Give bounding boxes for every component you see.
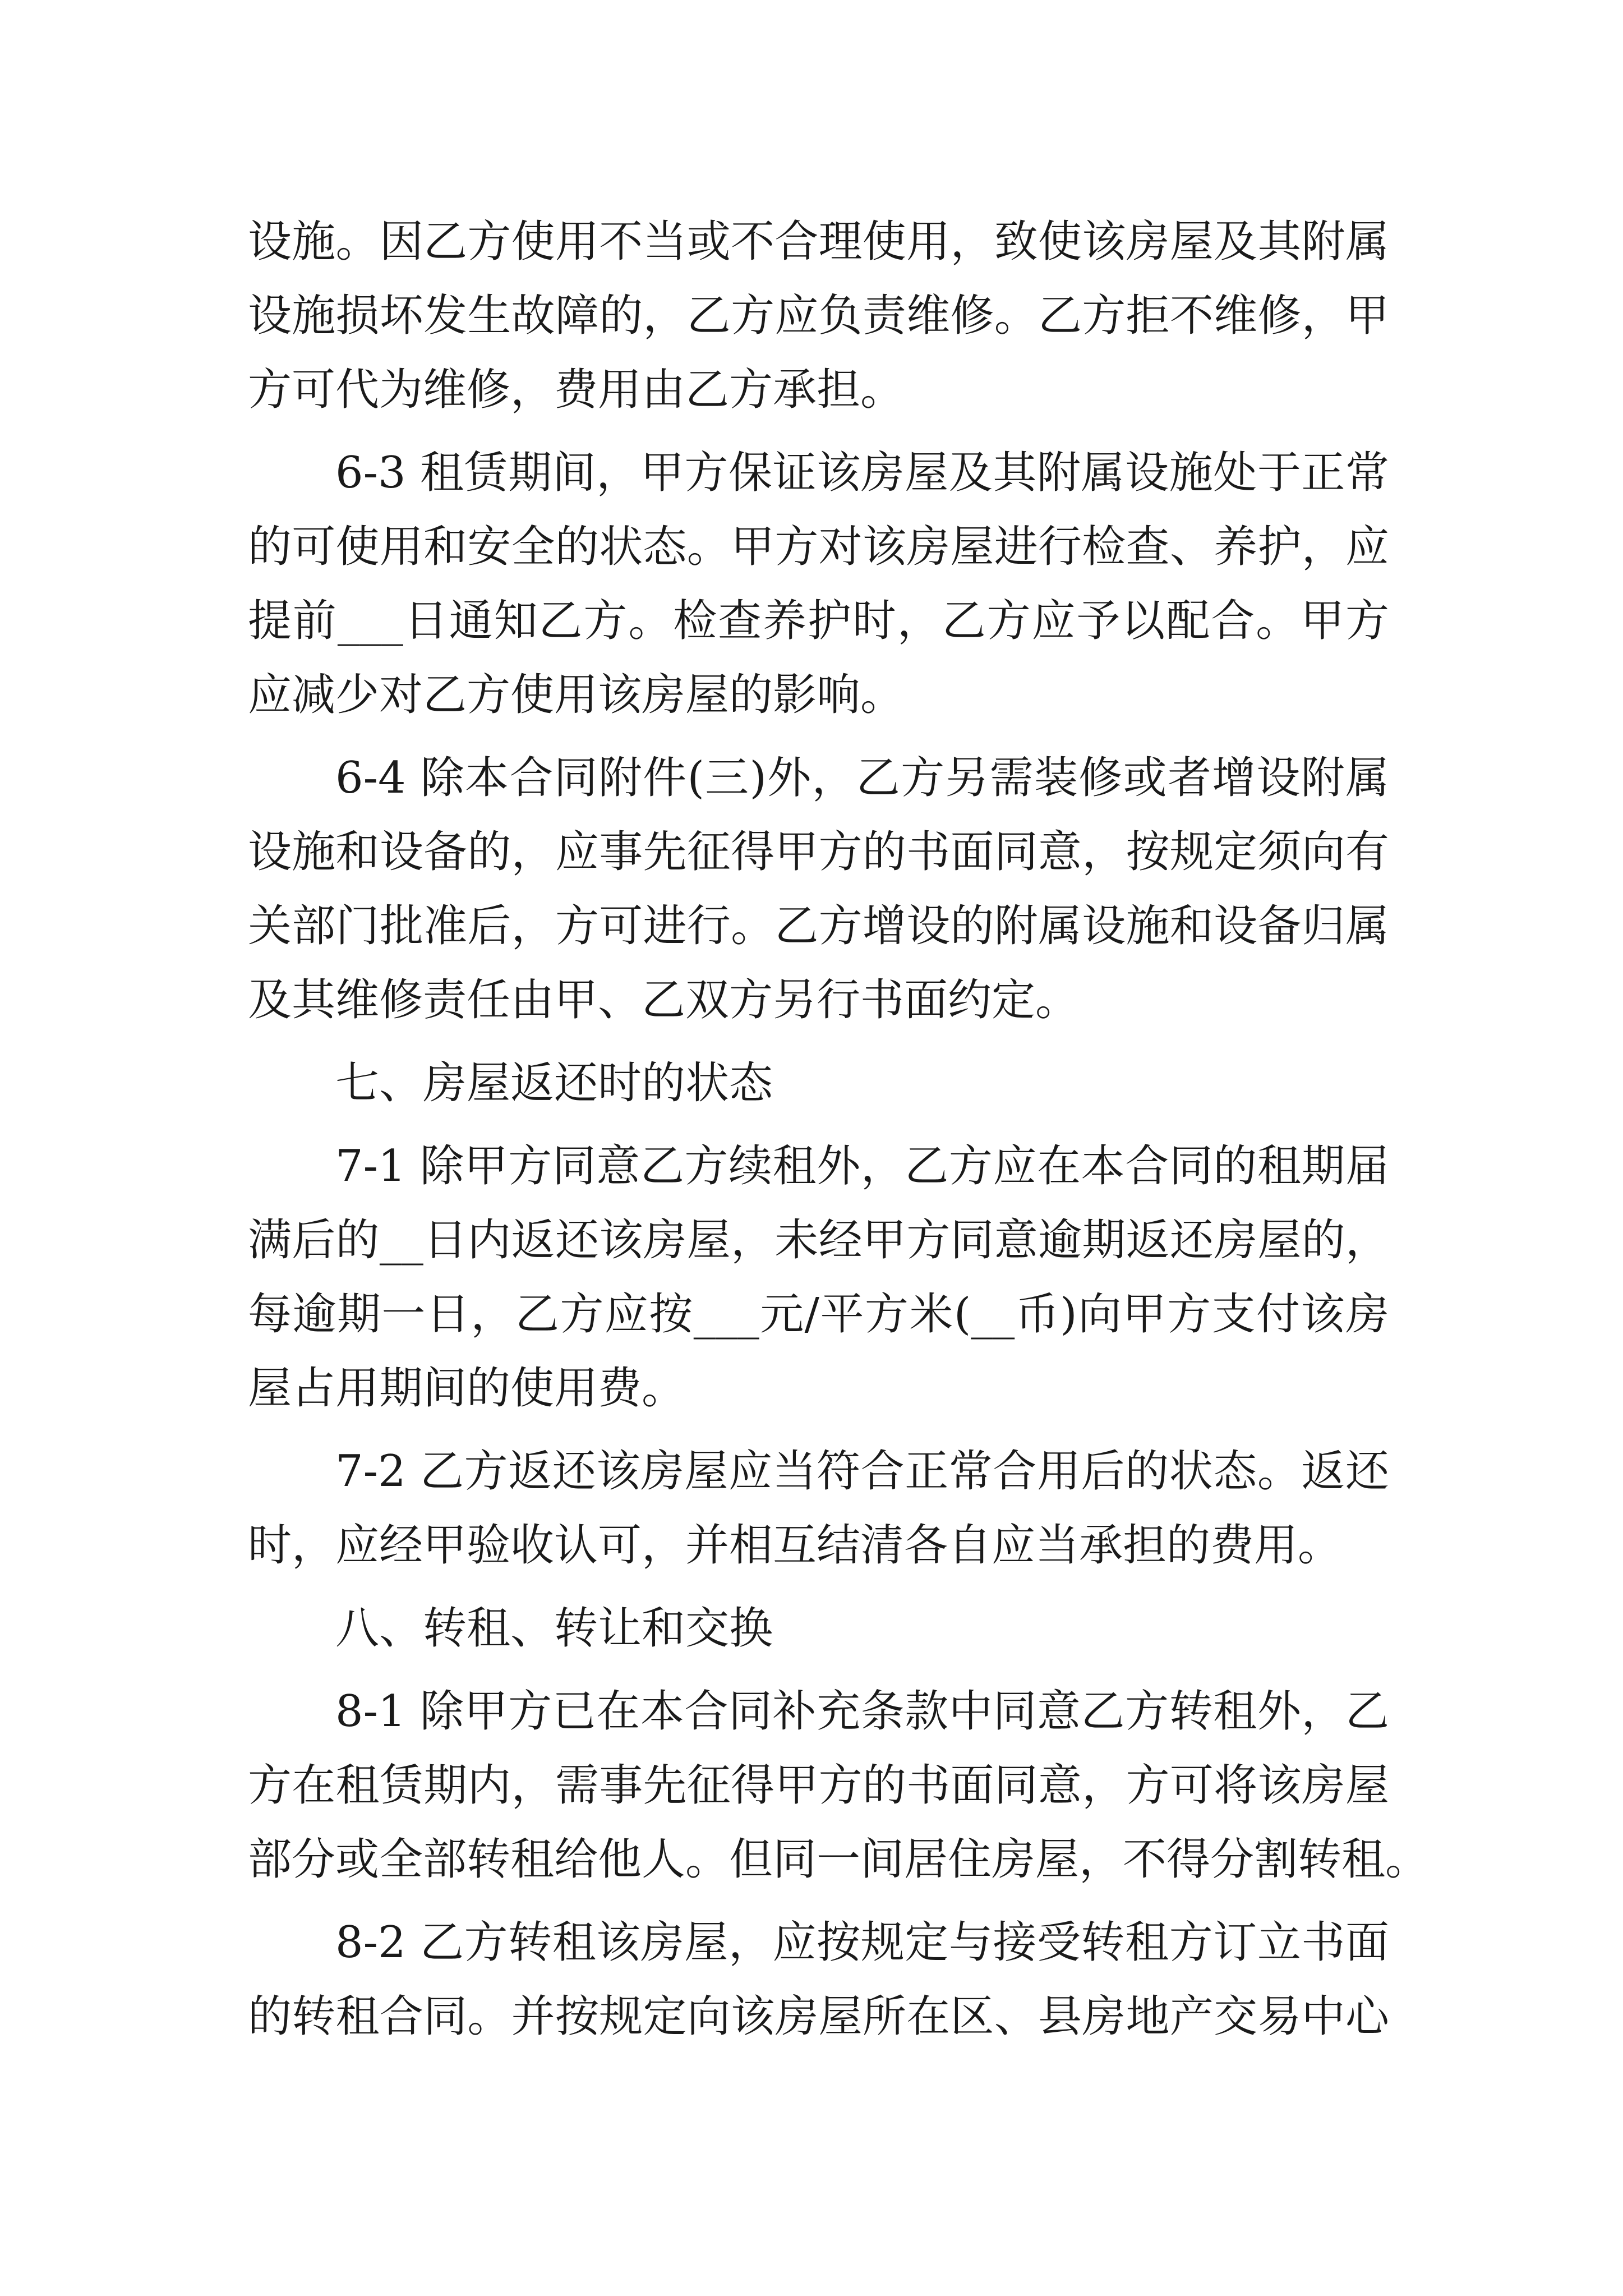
text-line: 部分或全部转租给他人。但同一间居住房屋，不得分割转租。 — [248, 1834, 1430, 1885]
paragraph-7-2 — [248, 1434, 1389, 1582]
text-line: 6-4 除本合同附件(三)外，乙方另需装修或者增设附属 — [335, 753, 1389, 803]
text-line: 设施。因乙方使用不当或不合理使用，致使该房屋及其附属 — [248, 217, 1389, 267]
text-line: 应减少对乙方使用该房屋的影响。 — [248, 670, 905, 720]
text-line: 方可代为维修，费用由乙方承担。 — [248, 365, 905, 415]
text-line: 提前___日通知乙方。检查养护时，乙方应予以配合。甲方 — [248, 596, 1389, 646]
paragraph-8-2 — [248, 1906, 1389, 2054]
text-line: 的可使用和安全的状态。甲方对该房屋进行检查、养护，应 — [248, 522, 1389, 572]
text-line: 关部门批准后，方可进行。乙方增设的附属设施和设备归属 — [248, 901, 1389, 951]
paragraph-7-1 — [248, 1129, 1389, 1425]
text-line: 7-2 乙方返还该房屋应当符合正常合用后的状态。返还 — [335, 1446, 1389, 1497]
section-heading-7: 七、房屋返还时的状态 — [335, 1058, 773, 1108]
text-line: 设施损坏发生故障的，乙方应负责维修。乙方拒不维修，甲 — [248, 291, 1389, 341]
text-line: 方在租赁期内，需事先征得甲方的书面同意，方可将该房屋 — [248, 1760, 1389, 1811]
section-heading-8: 八、转租、转让和交换 — [335, 1603, 773, 1654]
text-line: 6-3 租赁期间，甲方保证该房屋及其附属设施处于正常 — [335, 448, 1389, 498]
document-body — [248, 205, 1430, 2054]
text-line: 满后的__日内返还该房屋，未经甲方同意逾期返还房屋的， — [248, 1215, 1389, 1266]
text-line: 8-1 除甲方已在本合同补充条款中同意乙方转租外，乙 — [335, 1686, 1389, 1737]
text-line: 7-1 除甲方同意乙方续租外，乙方应在本合同的租期届 — [335, 1141, 1389, 1191]
paragraph-6-4 — [248, 741, 1389, 1037]
paragraph-6-2-continued — [248, 205, 1389, 427]
text-line: 时，应经甲验收认可，并相互结清各自应当承担的费用。 — [248, 1520, 1342, 1571]
text-line: 8-2 乙方转租该房屋，应按规定与接受转租方订立书面 — [335, 1917, 1389, 1968]
text-line: 屋占用期间的使用费。 — [248, 1363, 686, 1414]
paragraph-8-1 — [248, 1674, 1430, 1897]
paragraph-6-3 — [248, 436, 1389, 732]
text-line: 设施和设备的，应事先征得甲方的书面同意，按规定须向有 — [248, 827, 1389, 877]
text-line: 每逾期一日，乙方应按___元/平方米(__币)向甲方支付该房 — [248, 1289, 1389, 1340]
text-line: 及其维修责任由甲、乙双方另行书面约定。 — [248, 975, 1080, 1025]
text-line: 的转租合同。并按规定向该房屋所在区、县房地产交易中心 — [248, 1991, 1389, 2042]
